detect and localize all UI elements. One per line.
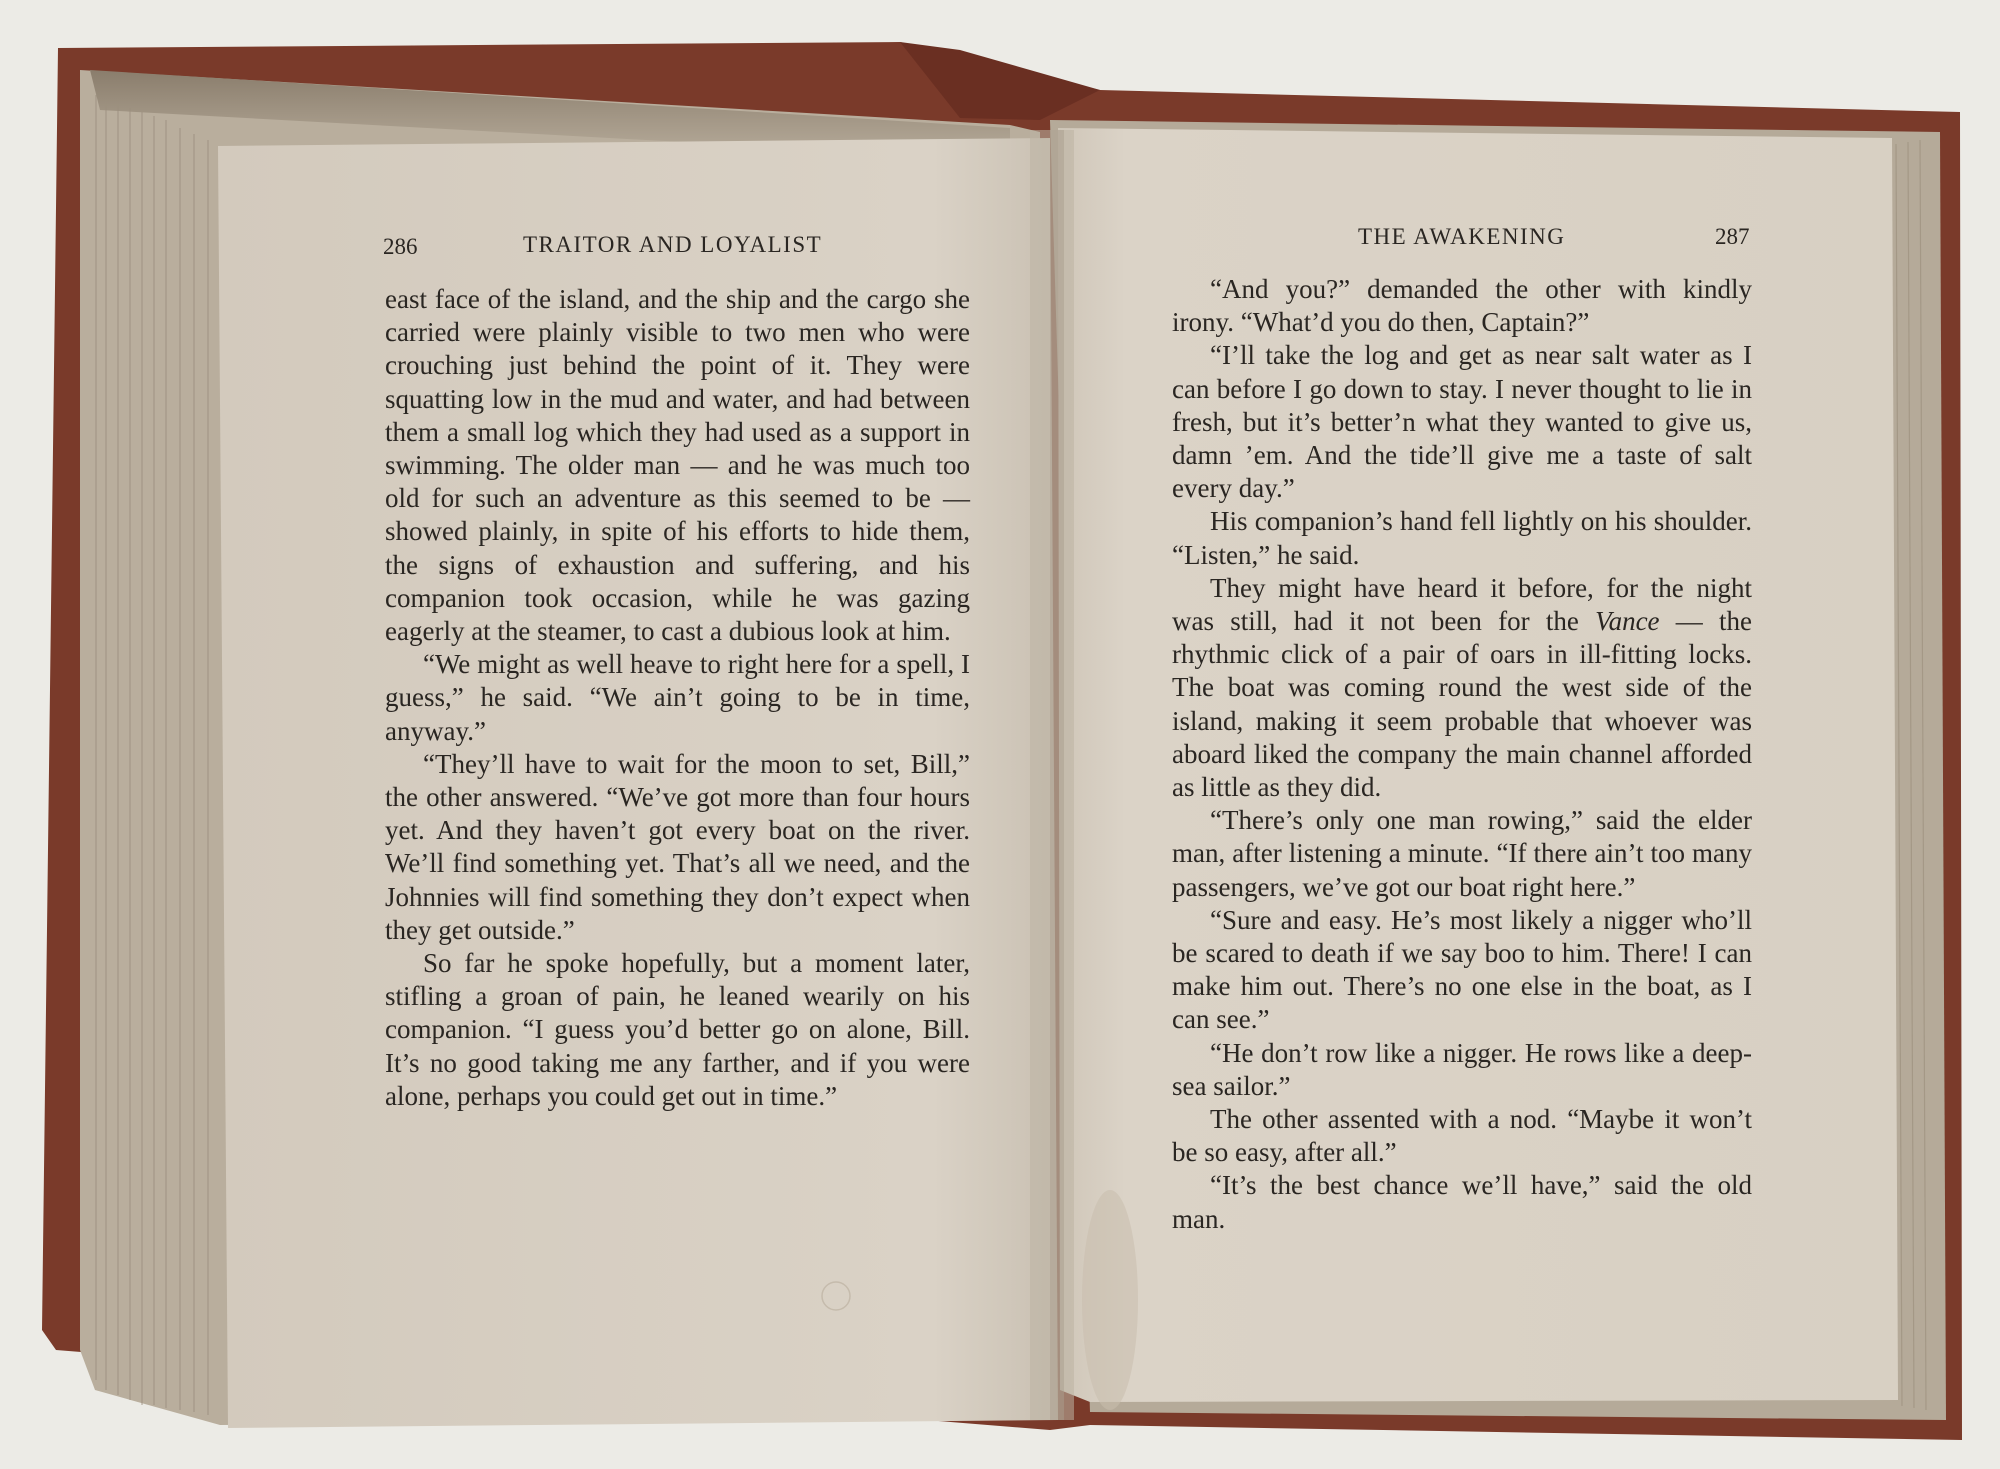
right-running-head: THE AWAKENING	[1358, 224, 1566, 249]
paragraph: “They’ll have to wait for the moon to set, Bill,” the other answered. “We’ve got more than four hours yet. And they haven’t got every boat on the river. We’ll find something yet. That’s all we need, and the Johnnies will find something they don’t expect when they get outside.”	[385, 748, 970, 945]
text-run: They might have heard it before, for the night was still, had it not been for the	[1172, 572, 1752, 637]
paragraph: “We might as well heave to right here for a spell, I guess,” he said. “We ain’t going to be in time, anyway.”	[385, 649, 970, 746]
paragraph: “And you?” demanded the other with kindly irony. “What’d you do then, Captain?”	[1172, 274, 1752, 338]
left-page-text	[385, 283, 970, 1113]
ship-name-italic: Vance	[1595, 606, 1660, 637]
right-page-number: 287	[1715, 224, 1750, 249]
paragraph: “Sure and easy. He’s most likely a nigger who’ll be scared to death if we say boo to him. There! I can make him out. There’s no one else in the boat, as I can see.”	[1172, 904, 1752, 1035]
paragraph: His companion’s hand fell lightly on his shoulder. “Listen,” he said.	[1172, 506, 1752, 570]
paragraph: The other assented with a nod. “Maybe it won’t be so easy, after all.”	[1172, 1104, 1752, 1168]
paragraph	[1172, 572, 1752, 804]
paragraph: So far he spoke hopefully, but a moment later, stifling a groan of pain, he leaned wearily on his companion. “I guess you’d better go on alone, Bill. It’s no good taking me any farther, and if you were alone, perhaps you could get out in time.”	[385, 948, 970, 1111]
paragraph: “It’s the best chance we’ll have,” said the old man.	[1172, 1170, 1752, 1234]
left-running-head: TRAITOR AND LOYALIST	[523, 232, 823, 257]
paragraph: east face of the island, and the ship and the cargo she carried were plainly visible to two men who were crouching just behind the point of it. They were squatting low in the mud and water, and had between them a small log which they had used as a support in swimming. The older man — and he was much too old for such an adventure as this seemed to be — showed plainly, in spite of his efforts to hide them, the signs of exhaustion and suffering, and his companion took occasion, while he was gazing eagerly at the steamer, to cast a dubious look at him.	[385, 284, 970, 647]
paragraph: “There’s only one man rowing,” said the elder man, after listening a minute. “If there ain’t too many passengers, we’ve got our boat right here.”	[1172, 805, 1752, 902]
left-page-number: 286	[383, 234, 418, 259]
paragraph: “He don’t row like a nigger. He rows like a deep-sea sailor.”	[1172, 1037, 1752, 1101]
right-page-text	[1172, 273, 1752, 1236]
text-run: — the rhythmic click of a pair of oars in ill-fitting locks. The boat was coming round the west side of the island, making it seem probable that whoever was aboard liked the company the main channel afforded as little as they did.	[1172, 606, 1752, 803]
paragraph: “I’ll take the log and get as near salt water as I can before I go down to stay. I never thought to lie in fresh, but it’s better’n what they wanted to give us, damn ’em. And the tide’ll give me a taste of salt every day.”	[1172, 340, 1752, 504]
